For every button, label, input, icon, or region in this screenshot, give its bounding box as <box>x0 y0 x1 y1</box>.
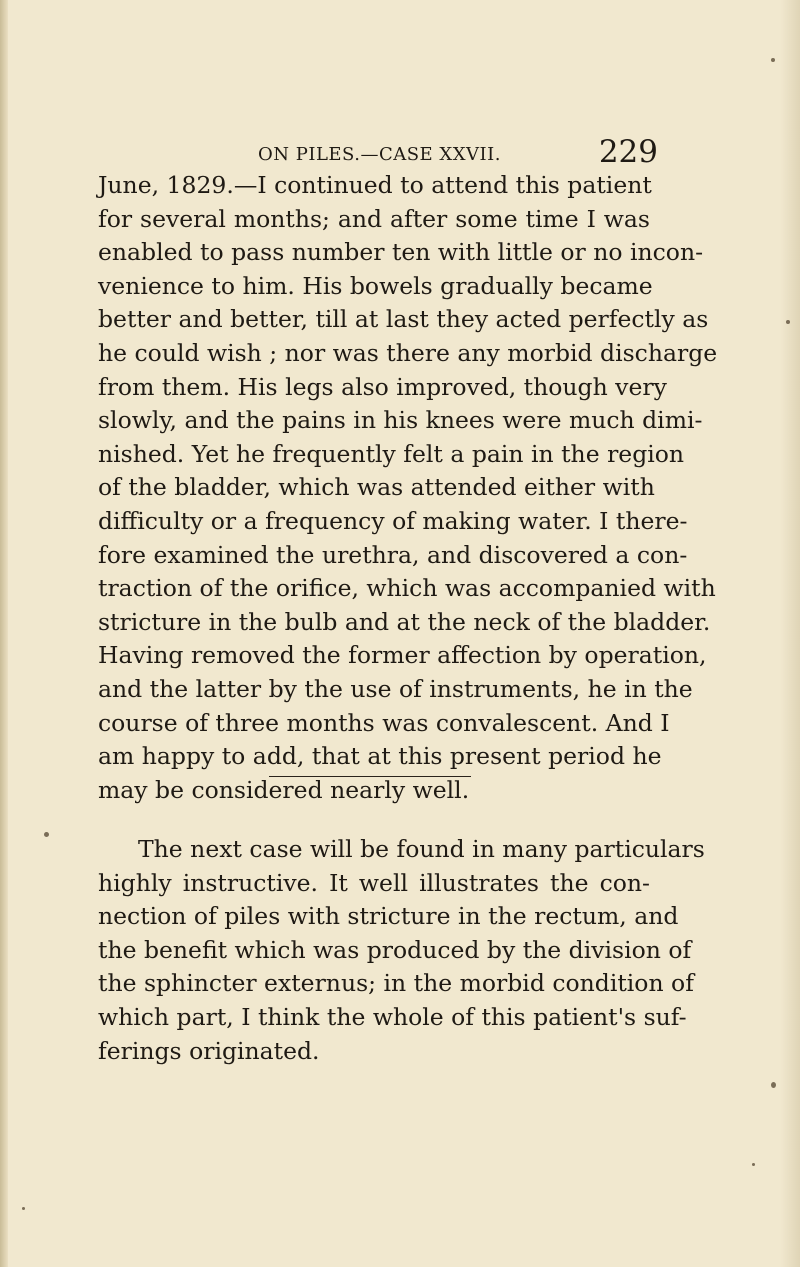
text-line: fore examined the urethra, and discovered a con- <box>98 540 688 569</box>
text-line: course of three months was convalescent. And I <box>98 708 670 737</box>
text-line: he could wish ; nor was there any morbid discharge <box>98 338 718 367</box>
text-line: traction of the orifice, which was accompanied with <box>98 574 716 603</box>
text-line: am happy to add, that at this present period he <box>98 742 662 771</box>
text-line: venience to him. His bowels gradually became <box>98 271 653 300</box>
page-gutter-shade <box>780 0 800 1267</box>
text-line: which part, I think the whole of this patient's suf- <box>98 1002 687 1031</box>
text-line: enabled to pass number ten with little or no incon- <box>98 238 704 267</box>
text-line: of the bladder, which was attended either with <box>98 473 655 502</box>
page-edge <box>0 0 8 1267</box>
text-line: for several months; and after some time I was <box>98 204 650 233</box>
text-line: may be considered nearly well. <box>98 775 470 804</box>
paper-speck <box>44 832 49 837</box>
section-divider <box>269 776 471 777</box>
paper-speck <box>786 320 790 324</box>
running-title: ON PILES.—CASE XXVII. <box>258 144 501 165</box>
text-line: from them. His legs also improved, though very <box>98 372 667 401</box>
text-line: June, 1829.—I continued to attend this patient <box>98 171 652 199</box>
paper-speck <box>22 1207 25 1210</box>
text-line: Having removed the former affection by operation, <box>98 641 707 670</box>
text-line: stricture in the bulb and at the neck of the bladder. <box>98 607 711 636</box>
text-line: better and better, till at last they acted perfectly as <box>98 305 709 334</box>
paragraph-next-case <box>98 833 705 1068</box>
text-line: slowly, and the pains in his knees were much dimi- <box>98 406 703 435</box>
text-line: the benefit which was produced by the division of <box>98 935 692 964</box>
text-line: the sphincter externus; in the morbid condition of <box>98 969 694 998</box>
running-head <box>258 134 658 170</box>
text-line: nished. Yet he frequently felt a pain in the region <box>98 439 685 468</box>
page-number: 229 <box>598 134 658 170</box>
text-line: and the latter by the use of instruments, he in the <box>98 674 693 703</box>
paper-speck <box>771 58 775 62</box>
text-line: difficulty or a frequency of making water. I there- <box>98 506 688 535</box>
text-line: The next case will be found in many particulars <box>138 835 705 863</box>
paragraph-june-1829 <box>98 169 718 807</box>
paper-speck <box>771 1082 776 1088</box>
text-line: ferings originated. <box>98 1036 320 1065</box>
text-line: nection of piles with stricture in the rectum, and <box>98 902 679 931</box>
paper-speck <box>752 1163 755 1166</box>
text-line: highly instructive. It well illustrates the con- <box>98 868 650 897</box>
